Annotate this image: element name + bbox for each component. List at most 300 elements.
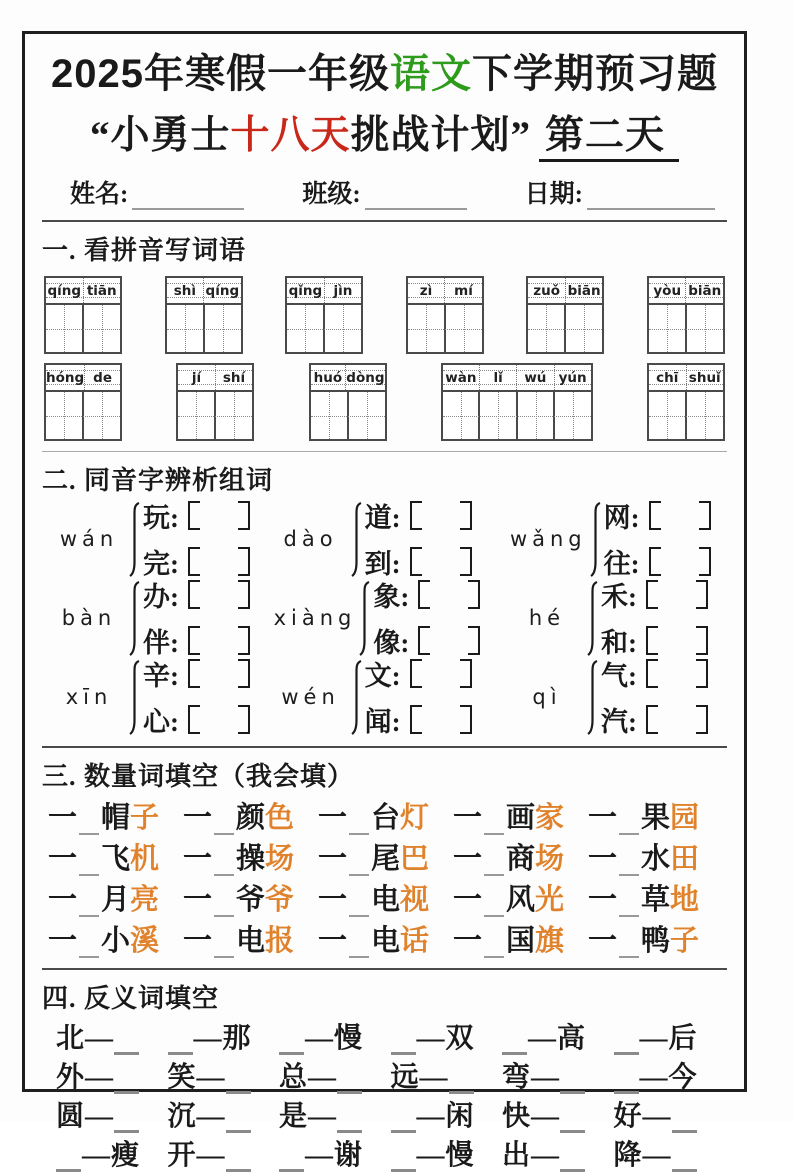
worksheet-page: [22, 31, 747, 1172]
antonym-slot: 外: [56, 1061, 85, 1093]
answer-bracket: [649, 501, 711, 530]
pinyin-syllable: biān: [567, 282, 601, 299]
homophone-character: 办:: [143, 582, 179, 612]
antonym-slot: 慢: [445, 1140, 474, 1172]
section1-title: 一. 看拼音写词语: [42, 236, 247, 265]
answer-bracket: [649, 547, 711, 576]
answer-bracket: [188, 580, 250, 609]
homophone-grid: [52, 499, 721, 736]
pinyin-word-box: [176, 363, 254, 441]
numeral-one: 一: [588, 842, 618, 875]
quantity-item: [48, 926, 183, 958]
pinyin-syllable: lǐ: [480, 365, 517, 390]
brace-icon: [128, 580, 141, 656]
quantity-item: [48, 885, 183, 917]
homophone-group: [510, 499, 721, 578]
pinyin-word-box: [44, 276, 122, 354]
numeral-one: 一: [318, 802, 348, 834]
antonym-item: [168, 1101, 280, 1133]
brace-icon: [350, 659, 363, 735]
numeral-one: 一: [588, 802, 618, 834]
word-black: 电: [236, 924, 266, 957]
dash: —: [196, 1061, 225, 1093]
pinyin-syllable: hóng: [46, 365, 85, 390]
word-black: 风: [506, 883, 536, 916]
homophone-character: 禾:: [600, 582, 637, 612]
writing-cell: [446, 305, 482, 352]
dash: —: [531, 1140, 560, 1172]
homophone-character: 完:: [143, 549, 179, 579]
antonym-slot: 瘦: [111, 1140, 140, 1172]
brace-icon: [128, 659, 141, 735]
numeral-one: 一: [183, 924, 213, 957]
dash: —: [85, 1061, 114, 1093]
fill-blank: [619, 890, 639, 917]
answer-bracket: [646, 580, 708, 609]
homophone-character: 辛:: [143, 661, 179, 691]
word-black: 国: [506, 924, 536, 957]
writing-cell: [84, 392, 120, 439]
word-orange: 旗: [535, 924, 565, 957]
antonym-item: [614, 1023, 726, 1055]
writing-cell: [443, 392, 481, 439]
pinyin-word-box: [44, 363, 122, 441]
antonym-slot: 双: [445, 1022, 474, 1054]
brace-icon: [589, 501, 602, 577]
numeral-one: 一: [318, 924, 348, 957]
antonym-slot: 远: [390, 1061, 419, 1093]
title-post: 下学期预习题: [471, 52, 718, 96]
quantity-item: [318, 926, 453, 958]
homophone-character: 网:: [603, 503, 640, 533]
fill-blank: [484, 849, 504, 876]
word-orange: 园: [670, 802, 700, 834]
dash: —: [531, 1100, 560, 1132]
writing-cell: [167, 305, 205, 352]
word-black: 帽: [101, 802, 131, 834]
pinyin-syllable: huó: [311, 365, 347, 390]
fill-blank: [214, 931, 234, 958]
quantity-item: [588, 926, 723, 958]
dash: —: [305, 1140, 333, 1172]
word-orange: 爷: [265, 883, 295, 916]
class-field: [302, 174, 466, 210]
antonym-grid: [56, 1023, 725, 1172]
word-black: 电: [371, 883, 401, 916]
fill-blank: [619, 931, 639, 958]
word-orange: 家: [535, 802, 565, 834]
homophone-group: [52, 657, 274, 736]
section2-title: 二. 同音字辨析组词: [42, 466, 274, 495]
homophone-pinyin: qì: [532, 684, 562, 709]
antonym-item: [56, 1062, 168, 1094]
antonym-slot: 是: [279, 1100, 308, 1132]
numeral-one: 一: [183, 842, 213, 875]
name-fill-line: [132, 184, 244, 210]
word-orange: 机: [130, 842, 160, 875]
writing-cell: [555, 392, 591, 439]
antonym-item: [391, 1101, 503, 1133]
answer-bracket: [646, 626, 708, 655]
antonym-slot: [560, 1065, 585, 1094]
answer-bracket: [188, 501, 250, 530]
pinyin-syllable: wú: [517, 365, 554, 390]
numeral-one: 一: [453, 883, 483, 916]
homophone-group: [510, 657, 721, 736]
fill-blank: [484, 931, 504, 958]
answer-bracket: [188, 547, 250, 576]
writing-cell: [216, 392, 252, 439]
quantity-grid: [48, 803, 723, 958]
word-black: 颜: [236, 802, 266, 834]
fill-blank: [79, 849, 99, 876]
antonym-item: [614, 1062, 726, 1094]
dash: —: [642, 1140, 671, 1172]
numeral-one: 一: [48, 883, 78, 916]
antonym-item: [614, 1101, 726, 1133]
quantity-item: [318, 803, 453, 835]
homophone-pinyin: bàn: [61, 605, 117, 630]
pinyin-word-box: [526, 276, 604, 354]
dash: —: [193, 1022, 222, 1054]
word-orange: 话: [400, 924, 430, 957]
brace-icon: [350, 501, 363, 577]
pinyin-syllable: yòu: [649, 278, 687, 303]
answer-bracket: [646, 705, 708, 734]
date-label: 日期:: [524, 181, 583, 208]
homophone-character: 象:: [373, 582, 410, 612]
antonym-slot: 北: [56, 1022, 85, 1054]
writing-cell: [687, 305, 723, 352]
antonym-item: [279, 1023, 391, 1055]
word-black: 台: [371, 802, 401, 834]
word-orange: 亮: [130, 883, 160, 916]
word-orange: 场: [265, 842, 295, 875]
antonym-item: [502, 1101, 614, 1133]
dash: —: [639, 1061, 668, 1093]
homophone-group: [52, 499, 274, 578]
writing-cell: [480, 392, 518, 439]
quantity-item: [183, 926, 318, 958]
antonym-slot: [391, 1143, 416, 1172]
quantity-item: [318, 885, 453, 917]
answer-bracket: [410, 659, 472, 688]
class-fill-line: [365, 184, 467, 210]
antonym-slot: [337, 1065, 362, 1094]
antonym-item: [168, 1023, 280, 1055]
fill-blank: [214, 890, 234, 917]
numeral-one: 一: [453, 842, 483, 875]
answer-bracket: [418, 580, 480, 609]
page-subtitle: [42, 104, 727, 160]
dash: —: [196, 1100, 225, 1132]
antonym-slot: [114, 1104, 139, 1133]
writing-cell: [178, 392, 216, 439]
quantity-item: [588, 803, 723, 835]
homophone-pinyin: xiàng: [273, 605, 357, 630]
word-black: 水: [641, 842, 671, 875]
antonym-item: [391, 1023, 503, 1055]
numeral-one: 一: [48, 842, 78, 875]
answer-bracket: [410, 547, 472, 576]
section4-title: 四. 反义词填空: [42, 983, 220, 1013]
fill-blank: [79, 931, 99, 958]
homophone-pinyin: wén: [281, 684, 340, 709]
antonym-slot: [614, 1065, 639, 1094]
dash: —: [308, 1061, 337, 1093]
antonym-item: [502, 1062, 614, 1094]
section3-title: 三. 数量词填空（我会填）: [42, 762, 355, 791]
quantity-item: [48, 844, 183, 876]
antonym-slot: 弯: [502, 1061, 531, 1093]
antonym-slot: [391, 1104, 416, 1133]
pinyin-syllable: tiān: [86, 282, 117, 299]
subtitle-pre: “小勇士: [89, 114, 231, 157]
dash: —: [416, 1100, 445, 1132]
quantity-item: [183, 803, 318, 835]
homophone-pinyin: wán: [59, 526, 119, 551]
antonym-slot: [391, 1026, 416, 1055]
writing-cell: [349, 392, 385, 439]
word-black: 商: [506, 842, 536, 875]
word-orange: 光: [535, 883, 565, 916]
answer-bracket: [410, 501, 472, 530]
antonym-slot: [502, 1026, 527, 1055]
subtitle-days-highlight: 十八天: [230, 114, 351, 157]
subtitle-post: 挑战计划”: [350, 114, 532, 157]
homophone-group: [52, 578, 274, 657]
pinyin-word-box: [285, 276, 363, 354]
pinyin-syllable: shì: [167, 278, 205, 303]
homophone-pinyin: xīn: [65, 684, 113, 709]
homophone-character: 到:: [364, 549, 401, 579]
pinyin-word-box-wide: [441, 363, 593, 441]
pinyin-word-box: [406, 276, 484, 354]
antonym-slot: 谢: [334, 1140, 363, 1172]
pinyin-syllable: qíng: [46, 278, 84, 303]
antonym-item: [56, 1140, 168, 1172]
antonym-slot: 沉: [167, 1100, 196, 1132]
page-title: [42, 42, 727, 99]
pinyin-syllable: yún: [558, 369, 587, 386]
dash: —: [416, 1140, 445, 1172]
numeral-one: 一: [453, 924, 483, 957]
antonym-slot: 圆: [56, 1100, 85, 1132]
pinyin-syllable: shuǐ: [688, 369, 721, 386]
antonym-slot: [226, 1065, 251, 1094]
antonym-item: [391, 1140, 503, 1172]
word-black: 月: [101, 883, 131, 916]
word-orange: 报: [265, 924, 295, 957]
numeral-one: 一: [588, 883, 618, 916]
word-orange: 巴: [400, 842, 430, 875]
antonym-item: [168, 1140, 280, 1172]
antonym-slot: 降: [613, 1140, 642, 1172]
pinyin-syllable: wàn: [443, 365, 480, 390]
writing-cell: [518, 392, 556, 439]
word-orange: 场: [535, 842, 565, 875]
pinyin-word-box: [165, 276, 243, 354]
dash: —: [416, 1022, 445, 1054]
writing-cell: [528, 305, 566, 352]
homophone-character: 像:: [373, 628, 410, 658]
pinyin-syllable: jí: [178, 365, 216, 390]
pinyin-syllable: de: [93, 369, 112, 386]
antonym-item: [279, 1101, 391, 1133]
homophone-character: 伴:: [143, 628, 179, 658]
section-divider: [42, 451, 727, 452]
homophone-character: 玩:: [143, 503, 179, 533]
word-orange: 子: [130, 802, 160, 834]
name-field: [70, 174, 244, 210]
word-black: 操: [236, 842, 266, 875]
brace-icon: [586, 580, 599, 656]
homophone-pinyin: hé: [528, 605, 566, 630]
antonym-item: [502, 1140, 614, 1172]
antonym-slot: 开: [167, 1140, 196, 1172]
antonym-item: [502, 1023, 614, 1055]
pinyin-syllable: qíng: [205, 282, 240, 299]
homophone-group: [274, 657, 510, 736]
homophone-character: 和:: [600, 628, 637, 658]
antonym-slot: [279, 1026, 304, 1055]
numeral-one: 一: [318, 842, 348, 875]
homophone-character: 汽:: [600, 707, 637, 737]
fill-blank: [349, 890, 369, 917]
fill-blank: [349, 808, 369, 835]
antonym-slot: [114, 1026, 139, 1055]
answer-bracket: [418, 626, 480, 655]
answer-bracket: [188, 659, 250, 688]
antonym-slot: [226, 1104, 251, 1133]
quantity-item: [48, 803, 183, 835]
antonym-slot: [226, 1143, 251, 1172]
quantity-item: [588, 844, 723, 876]
homophone-group: [510, 578, 721, 657]
antonym-slot: [337, 1104, 362, 1133]
word-orange: 视: [400, 883, 430, 916]
dash: —: [85, 1100, 114, 1132]
writing-cell: [311, 392, 349, 439]
date-field: [525, 174, 715, 210]
dash: —: [419, 1061, 448, 1093]
name-label: 姓名:: [70, 181, 129, 208]
brace-icon: [358, 580, 371, 656]
quantity-item: [318, 844, 453, 876]
word-orange: 田: [670, 842, 700, 875]
pinyin-syllable: shí: [222, 369, 246, 386]
pinyin-syllable: zuǒ: [528, 278, 566, 303]
title-pre: 2025年寒假一年级: [51, 52, 390, 96]
homophone-character: 闻:: [364, 707, 401, 737]
brace-icon: [128, 501, 141, 577]
antonym-slot: [114, 1065, 139, 1094]
pinyin-word-box: [309, 363, 387, 441]
writing-cell: [649, 392, 687, 439]
antonym-slot: [560, 1104, 585, 1133]
dash: —: [85, 1022, 114, 1054]
quantity-item: [453, 803, 588, 835]
word-black: 草: [641, 883, 671, 916]
writing-cell: [287, 305, 325, 352]
word-orange: 色: [265, 802, 295, 834]
antonym-slot: 好: [613, 1100, 642, 1132]
antonym-item: [56, 1101, 168, 1133]
antonym-slot: 高: [557, 1022, 586, 1054]
antonym-item: [391, 1062, 503, 1094]
section-divider: [42, 746, 727, 748]
word-black: 电: [371, 924, 401, 957]
section-divider: [42, 220, 727, 222]
homophone-group: [274, 578, 510, 657]
fill-blank: [79, 808, 99, 835]
antonym-slot: 出: [502, 1140, 531, 1172]
antonym-slot: [614, 1026, 639, 1055]
fill-blank: [79, 890, 99, 917]
word-black: 果: [641, 802, 671, 834]
pinyin-syllable: chī: [649, 365, 687, 390]
pinyin-syllable: jìn: [333, 282, 353, 299]
fill-blank: [349, 849, 369, 876]
writing-cell: [566, 305, 602, 352]
homophone-pinyin: wǎng: [509, 526, 587, 551]
numeral-one: 一: [453, 802, 483, 834]
subtitle-day-number: 第二天: [539, 114, 679, 162]
antonym-slot: 后: [668, 1022, 697, 1054]
dash: —: [642, 1100, 671, 1132]
antonym-slot: 今: [668, 1061, 697, 1093]
dash: —: [196, 1140, 225, 1172]
writing-cell: [46, 392, 84, 439]
info-fields-row: [70, 174, 727, 210]
antonym-slot: 笑: [167, 1061, 196, 1093]
antonym-slot: 闲: [445, 1100, 474, 1132]
word-orange: 子: [670, 924, 700, 957]
homophone-character: 往:: [603, 549, 640, 579]
word-black: 飞: [101, 842, 131, 875]
writing-cell: [46, 305, 84, 352]
numeral-one: 一: [318, 883, 348, 916]
antonym-slot: [168, 1026, 193, 1055]
fill-blank: [619, 808, 639, 835]
class-label: 班级:: [302, 181, 361, 208]
quantity-item: [453, 885, 588, 917]
writing-cell: [687, 392, 723, 439]
antonym-slot: 总: [279, 1061, 308, 1093]
quantity-item: [183, 885, 318, 917]
fill-blank: [619, 849, 639, 876]
antonym-slot: [672, 1143, 697, 1172]
pinyin-word-box: [647, 363, 725, 441]
dash: —: [82, 1140, 110, 1172]
word-black: 小: [101, 924, 131, 957]
homophone-group: [274, 499, 510, 578]
pinyin-syllable: mí: [454, 282, 473, 299]
word-orange: 地: [670, 883, 700, 916]
antonym-item: [56, 1023, 168, 1055]
writing-cell: [84, 305, 120, 352]
antonym-slot: 那: [222, 1022, 251, 1054]
word-black: 爷: [236, 883, 266, 916]
quantity-item: [588, 885, 723, 917]
dash: —: [639, 1022, 668, 1054]
writing-cell: [649, 305, 687, 352]
numeral-one: 一: [48, 924, 78, 957]
antonym-slot: [449, 1065, 474, 1094]
dash: —: [531, 1061, 560, 1093]
antonym-slot: 慢: [334, 1022, 363, 1054]
homophone-character: 道:: [364, 503, 401, 533]
